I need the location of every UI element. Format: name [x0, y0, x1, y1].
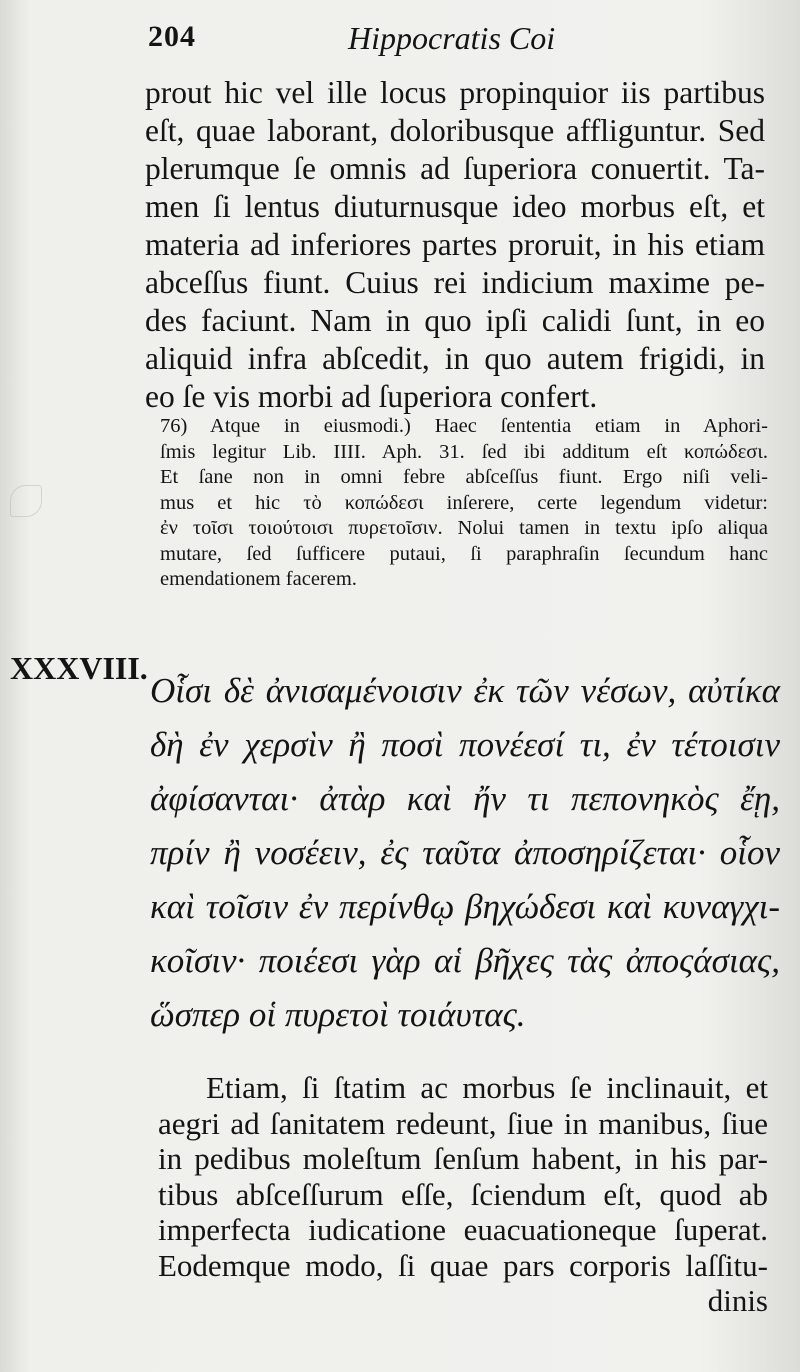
text-line: men ſi lentus diuturnusque ideo morbus eſt, et	[145, 189, 765, 224]
page-number: 204	[148, 20, 196, 53]
latin-line: Etiam, ſi ſtatim ac morbus ſe inclinauit, et	[206, 1070, 768, 1105]
running-title: Hippocratis Coi	[348, 20, 556, 56]
page-header	[148, 16, 668, 64]
text-line: materia ad inferiores partes proruit, in his etiam	[145, 227, 765, 262]
footnote-line: emendationem facerem.	[160, 568, 357, 590]
latin-line: tibus abſceſſurum eſſe, ſciendum eſt, quod ab	[158, 1176, 768, 1212]
footnote-line: ἐν τοῖσι τοιούτοισι πυρετοῖσιν. Nolui tamen in textu ipſo aliqua	[160, 517, 768, 539]
text-line: prout hic vel ille locus propinquior iis partibus	[145, 75, 765, 110]
latin-line: aegri ad ſanitatem redeunt, ſiue in manibus, ſiue	[158, 1105, 768, 1141]
section-number: XXXVIII.	[10, 650, 148, 686]
text-line: aliquid infra abſcedit, in quo autem frigidi, in	[145, 341, 765, 376]
text-line: des faciunt. Nam in quo ipſi calidi ſunt, in eo	[145, 303, 765, 338]
greek-line: ἀφίσανται· ἀτὰρ καὶ ἤν τι πεπονηκὸς ἔῃ,	[150, 779, 780, 818]
latin-line: dinis	[707, 1283, 768, 1318]
main-paragraph	[145, 74, 765, 416]
greek-line: Οἷσι δὲ ἀνισαμένοισιν ἐκ τῶν νέσων, αὐτίκα	[150, 671, 780, 710]
text-line: eſt, quae laborant, doloribusque affliguntur. Sed	[145, 113, 765, 148]
text-line: abceſſus fiunt. Cuius rei indicium maxime pe-	[145, 265, 765, 300]
greek-passage	[150, 664, 780, 1042]
footnote-line: Et ſane non in omni febre abſceſſus fiunt. Ergo niſi veli-	[160, 466, 768, 488]
paper-stain-mark	[10, 485, 42, 517]
greek-line: δὴ ἐν χερσὶν ἢ ποσὶ πονέεσί τι, ἐν τέτοισιν	[150, 725, 780, 764]
latin-line: Eodemque modo, ſi quae pars corporis laſſitu-	[158, 1247, 768, 1283]
latin-line: in pedibus moleſtum ſenſum habent, in his par-	[158, 1141, 768, 1176]
footnote-line: 76) Atque in eiusmodi.) Haec ſententia etiam in Aphori-	[160, 415, 768, 437]
footnote-line: mutare, ſed ſufficere putaui, ſi paraphraſin ſecundum hanc	[160, 542, 768, 565]
footnote	[160, 414, 768, 593]
greek-line: καὶ τοῖσιν ἐν περίνθῳ βηχώδεσι καὶ κυναγχι-	[150, 887, 780, 926]
footnote-line: mus et hic τὸ κοπώδεσι inſerere, certe legendum videtur:	[160, 491, 768, 514]
greek-line: ὥσπερ οἱ πυρετοὶ τοιάυτας.	[150, 995, 526, 1034]
latin-translation	[158, 1070, 768, 1319]
text-line: eo ſe vis morbi ad ſuperiora confert.	[145, 379, 598, 414]
greek-line: κοῖσιν· ποιέεσι γὰρ αἱ βῆχες τὰς ἀποςάσιας,	[150, 941, 780, 980]
text-line: plerumque ſe omnis ad ſuperiora conuertit. Ta-	[145, 151, 765, 186]
greek-line: πρίν ἢ νοσέειν, ἐς ταῦτα ἀποσηρίζεται· οἷον	[150, 833, 780, 872]
footnote-line: ſmis legitur Lib. IIII. Aph. 31. ſed ibi additum eſt κοπώδεσι.	[160, 440, 768, 463]
latin-line: imperfecta iudicatione euacuationeque ſuperat.	[158, 1212, 768, 1247]
